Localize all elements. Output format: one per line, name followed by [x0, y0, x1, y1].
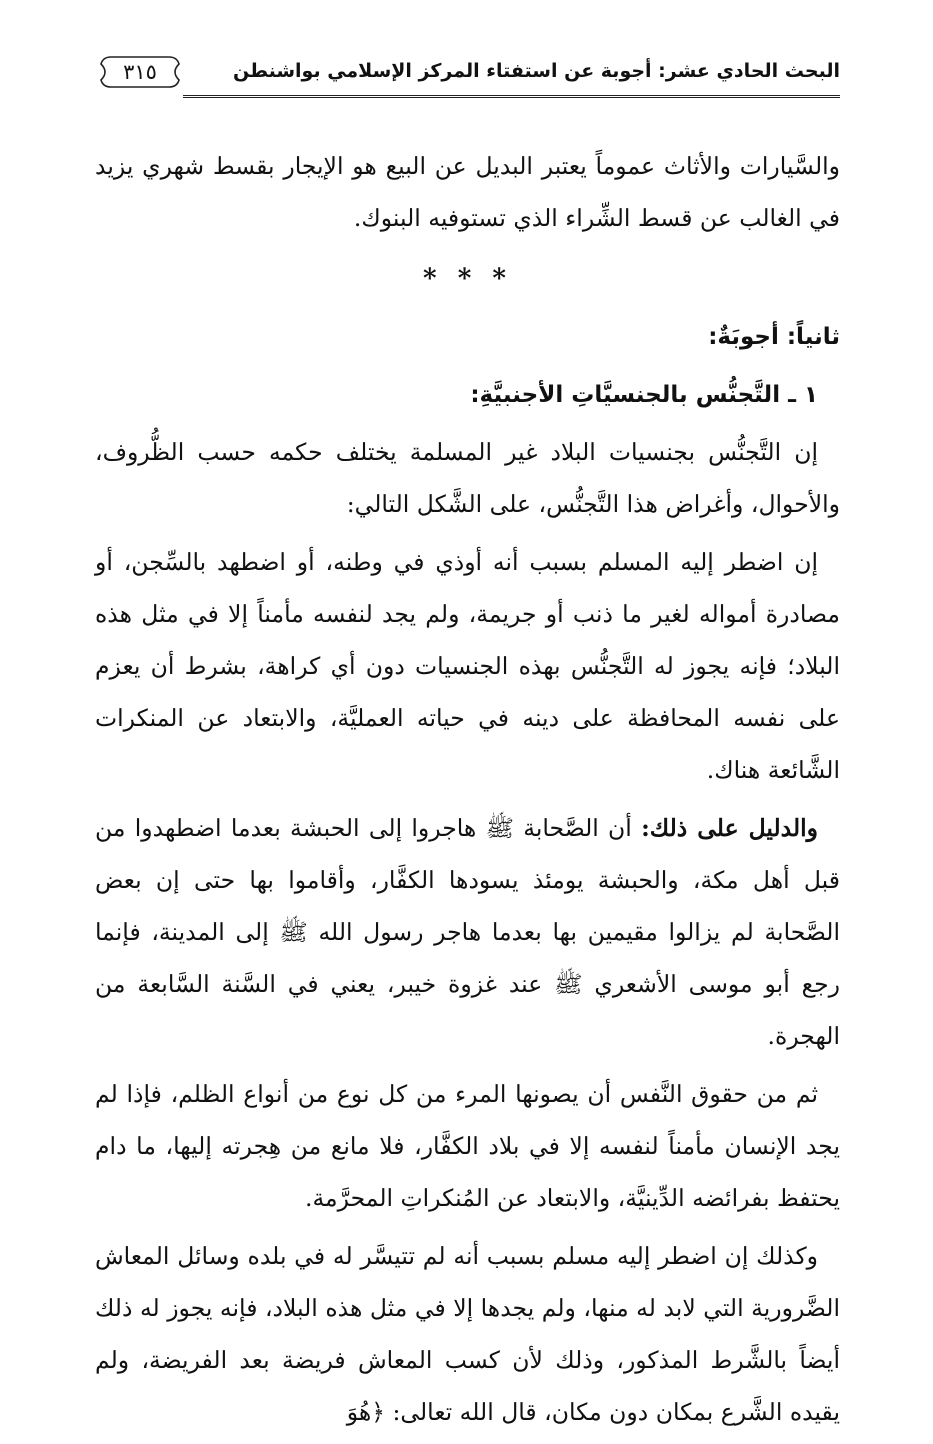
page-number: ٣١٥	[123, 60, 157, 84]
book-page	[95, 48, 840, 1426]
paragraph-3-lead: والدليل على ذلك:	[641, 814, 818, 842]
page-number-frame	[97, 54, 183, 90]
subheading: ١ ـ التَّجنُّس بالجنسيَّاتِ الأجنبيَّةِ:	[470, 382, 818, 408]
paragraph-3-text: أن الصَّحابة ﷺ هاجروا إلى الحبشة بعدما اضطهدوا من قبل أهل مكة، والحبشة يومئذ يسودها الكفَّار، وأقاموا بها حتى إن بعض الصَّحابة لم يزالوا مقيمين بها بعدما هاجر رسول الله ﷺ إلى المدينة، فإنما رجع أبو موسى الأشعري ﷺ عند غزوة خيبر، يعني في السَّنة السَّابعة من الهجرة.	[95, 814, 840, 1050]
section-heading: ثانياً: أجوبَةٌ:	[708, 324, 840, 350]
running-title: البحث الحادي عشر: أجوبة عن استفتاء المركز الإسلامي بواشنطن	[232, 60, 840, 82]
page-body	[95, 140, 840, 1444]
paragraph-2: إن اضطر إليه المسلم بسبب أنه أوذي في وطنه، أو اضطهد بالسِّجن، أو مصادرة أمواله لغير ما ذنب أو جريمة، ولم يجد لنفسه مأمناً إلا في مثل هذه البلاد؛ فإنه يجوز له التَّجنُّس بهذه الجنسيات دون أي كراهة، بشرط أن يعزم على نفسه المحافظة على دينه في حياته العمليَّة، والابتعاد عن المنكرات الشَّائعة هناك.	[95, 548, 840, 784]
section-separator: * * *	[423, 264, 512, 294]
paragraph-3	[95, 802, 840, 1062]
paragraph-4: ثم من حقوق النَّفس أن يصونها المرء من كل نوع من أنواع الظلم، فإذا لم يجد الإنسان مأمناً لنفسه إلا في بلاد الكفَّار، فلا مانع من هِجرته إليها، ما دام يحتفظ بفرائضه الدِّينيَّة، والابتعاد عن المُنكراتِ المحرَّمة.	[95, 1080, 840, 1212]
paragraph-5: وكذلك إن اضطر إليه مسلم بسبب أنه لم تتيسَّر له في بلده وسائل المعاش الضَّرورية التي لابد له منها، ولم يجدها إلا في مثل هذه البلاد، فإنه يجوز له ذلك أيضاً بالشَّرط المذكور، وذلك لأن كسب المعاش فريضة بعد الفريضة، ولم يقيده الشَّرع بمكان دون مكان، قال الله تعالى: ﴿هُوَ	[95, 1242, 840, 1426]
paragraph-continuation: والسَّيارات والأثاث عموماً يعتبر البديل عن البيع هو الإيجار بقسط شهري يزيد في الغالب عن قسط الشِّراء الذي تستوفيه البنوك.	[95, 152, 840, 232]
paragraph-1: إن التَّجنُّس بجنسيات البلاد غير المسلمة يختلف حكمه حسب الظُّروف، والأحوال، وأغراض هذا التَّجنُّس، على الشَّكل التالي:	[95, 438, 840, 518]
page-header	[95, 48, 840, 100]
header-rule	[183, 95, 840, 98]
